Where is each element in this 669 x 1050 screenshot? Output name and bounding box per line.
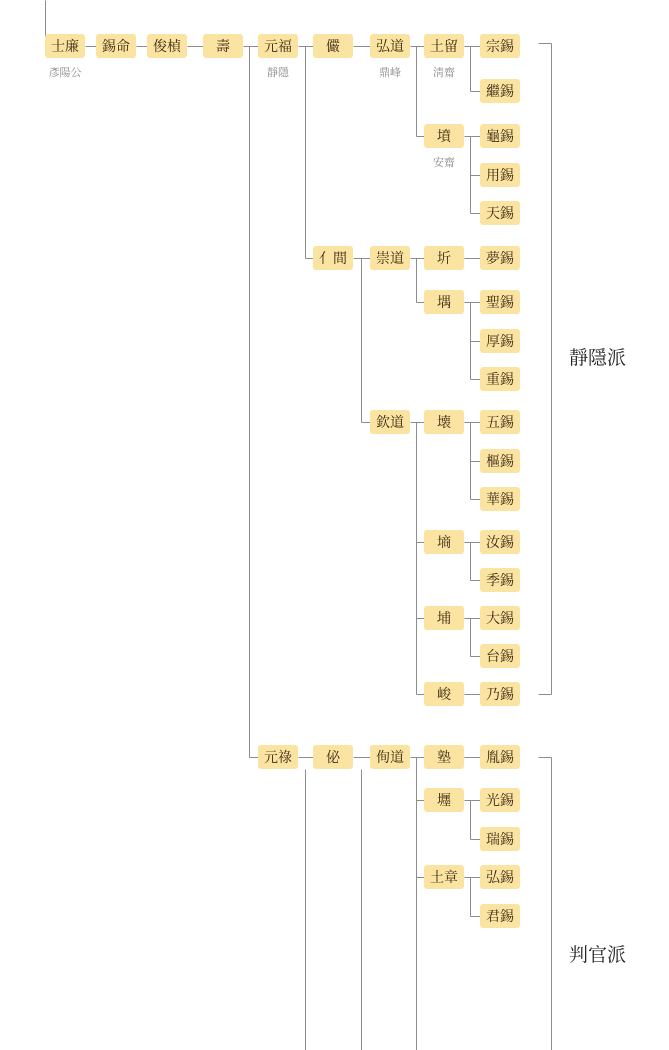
tree-node: 樞錫 — [480, 449, 520, 473]
tree-node: 壊 — [424, 410, 464, 434]
branch-label: 判官派 — [569, 944, 627, 966]
tree-node: 圻 — [424, 246, 464, 270]
tree-node: 壥 — [424, 788, 464, 812]
tree-node: 峻 — [424, 682, 464, 706]
tree-node: 墳 — [424, 124, 464, 148]
tree-node: 汝錫 — [480, 530, 520, 554]
tree-node-note: 安齋 — [433, 156, 455, 169]
tree-node: 儼 — [313, 34, 353, 58]
tree-node: 侚道 — [370, 745, 410, 769]
tree-node: 崇道 — [370, 246, 410, 270]
tree-node: 土留 — [424, 34, 464, 58]
tree-node: 天錫 — [480, 201, 520, 225]
tree-node: 弘錫 — [480, 865, 520, 889]
tree-node: 壽 — [203, 34, 243, 58]
tree-node: 五錫 — [480, 410, 520, 434]
tree-node: 季錫 — [480, 568, 520, 592]
branch-label: 靜隱派 — [569, 347, 627, 369]
tree-node: 元福 — [258, 34, 298, 58]
tree-node: 乃錫 — [480, 682, 520, 706]
tree-node: 宗錫 — [480, 34, 520, 58]
tree-node: 大錫 — [480, 606, 520, 630]
tree-node: 台錫 — [480, 644, 520, 668]
tree-node: 重錫 — [480, 367, 520, 391]
tree-node: 君錫 — [480, 904, 520, 928]
tree-node: 士廉 — [45, 34, 85, 58]
tree-node: 墒 — [424, 530, 464, 554]
tree-node-note: 鼎峰 — [379, 66, 401, 79]
tree-node: 俊楨 — [147, 34, 187, 58]
tree-node: 土章 — [424, 865, 464, 889]
tree-node-note: 靜隱 — [267, 66, 289, 79]
tree-node: 聖錫 — [480, 290, 520, 314]
tree-node-note: 淸齋 — [433, 66, 455, 79]
tree-node: 塾 — [424, 745, 464, 769]
tree-node: 亻間 — [313, 246, 353, 270]
tree-node-note: 彥陽公 — [48, 66, 82, 79]
tree-node: 錫命 — [96, 34, 136, 58]
tree-node: 厚錫 — [480, 329, 520, 353]
tree-node: 夢錫 — [480, 246, 520, 270]
tree-node: 欽道 — [370, 410, 410, 434]
tree-node: 胤錫 — [480, 745, 520, 769]
tree-node: 瑞錫 — [480, 827, 520, 851]
tree-node: 光錫 — [480, 788, 520, 812]
tree-node: 元祿 — [258, 745, 298, 769]
tree-node: 繼錫 — [480, 79, 520, 103]
tree-node: 用錫 — [480, 163, 520, 187]
tree-node: 埔 — [424, 606, 464, 630]
tree-node: 華錫 — [480, 487, 520, 511]
tree-node: 堣 — [424, 290, 464, 314]
tree-node: 佖 — [313, 745, 353, 769]
tree-node: 弘道 — [370, 34, 410, 58]
tree-node: 龜錫 — [480, 124, 520, 148]
